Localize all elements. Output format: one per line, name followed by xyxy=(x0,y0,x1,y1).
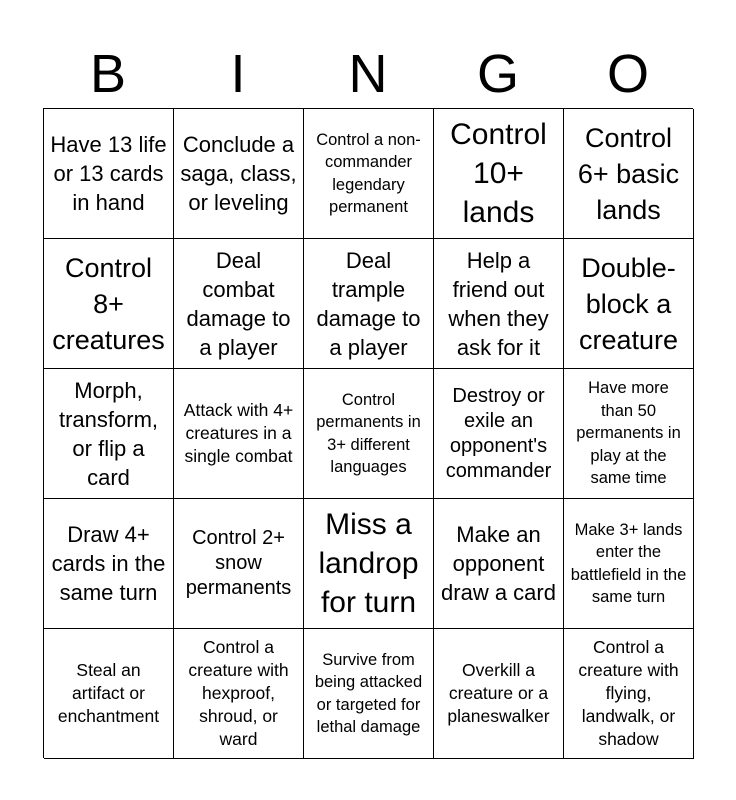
cell-text: Destroy or exile an opponent's commander xyxy=(445,384,552,482)
bingo-cell[interactable] xyxy=(564,369,694,499)
bingo-cell[interactable] xyxy=(304,499,434,629)
cell-text: Overkill a creature or a planeswalker xyxy=(447,660,550,726)
cell-text: Conclude a saga, class, or leveling xyxy=(180,132,297,215)
cell-text: Have more than 50 permanents in play at the same time xyxy=(576,379,681,488)
bingo-cell[interactable] xyxy=(564,109,694,239)
bingo-cell[interactable] xyxy=(304,239,434,369)
header-letter-b: B xyxy=(89,44,127,104)
cell-text: Draw 4+ cards in the same turn xyxy=(51,522,166,605)
header-letter-i: I xyxy=(230,44,246,104)
cell-text: Control 6+ basic lands xyxy=(577,122,680,225)
bingo-cell[interactable] xyxy=(174,499,304,629)
cell-text: Morph, transform, or flip a card xyxy=(58,377,159,490)
cell-text: Control a creature with hexproof, shroud, or ward xyxy=(188,637,289,749)
cell-text: Steal an artifact or enchantment xyxy=(57,660,160,726)
bingo-cell[interactable] xyxy=(44,629,174,759)
bingo-cell[interactable] xyxy=(564,239,694,369)
cell-text: Control 2+ snow permanents xyxy=(185,527,292,599)
bingo-cell[interactable] xyxy=(44,239,174,369)
cell-text: Survive from being attacked or targeted for lethal damage xyxy=(314,650,423,736)
bingo-cell[interactable] xyxy=(174,369,304,499)
cell-text: Control permanents in 3+ different languages xyxy=(316,390,421,476)
header-letter-g: G xyxy=(476,44,519,104)
bingo-cell[interactable] xyxy=(174,109,304,239)
bingo-cell[interactable] xyxy=(434,369,564,499)
cell-text: Control 10+ lands xyxy=(450,118,547,229)
cell-text: Make an opponent draw a card xyxy=(441,522,556,605)
bingo-cell[interactable] xyxy=(304,109,434,239)
cell-text: Attack with 4+ creatures in a single combat xyxy=(183,400,294,466)
cell-text: Deal trample damage to a player xyxy=(316,247,421,360)
bingo-cell[interactable] xyxy=(44,369,174,499)
cell-text: Deal combat damage to a player xyxy=(186,247,291,360)
bingo-cell[interactable] xyxy=(564,499,694,629)
bingo-cell[interactable] xyxy=(174,629,304,759)
bingo-cell[interactable] xyxy=(304,369,434,499)
cell-text: Miss a landrop for turn xyxy=(318,508,419,619)
bingo-cell[interactable] xyxy=(564,629,694,759)
bingo-cell[interactable] xyxy=(44,109,174,239)
header-letter-o: O xyxy=(606,44,649,104)
bingo-cell[interactable] xyxy=(434,109,564,239)
cell-text: Control 8+ creatures xyxy=(52,252,165,355)
cell-text: Have 13 life or 13 cards in hand xyxy=(50,132,167,215)
bingo-cell[interactable] xyxy=(174,239,304,369)
bingo-cell[interactable] xyxy=(44,499,174,629)
cell-text: Control a non-commander legendary permanent xyxy=(316,130,421,216)
cell-text: Control a creature with flying, landwalk, or shadow xyxy=(578,637,679,749)
cell-text: Double-block a creature xyxy=(578,252,679,355)
bingo-cell[interactable] xyxy=(434,239,564,369)
bingo-header xyxy=(43,40,693,108)
bingo-cell[interactable] xyxy=(304,629,434,759)
header-letter-n: N xyxy=(348,44,388,104)
cell-text: Help a friend out when they ask for it xyxy=(448,247,549,360)
bingo-cell[interactable] xyxy=(434,629,564,759)
bingo-cell[interactable] xyxy=(434,499,564,629)
bingo-grid xyxy=(43,108,693,758)
cell-text: Make 3+ lands enter the battlefield in the same turn xyxy=(570,520,687,606)
